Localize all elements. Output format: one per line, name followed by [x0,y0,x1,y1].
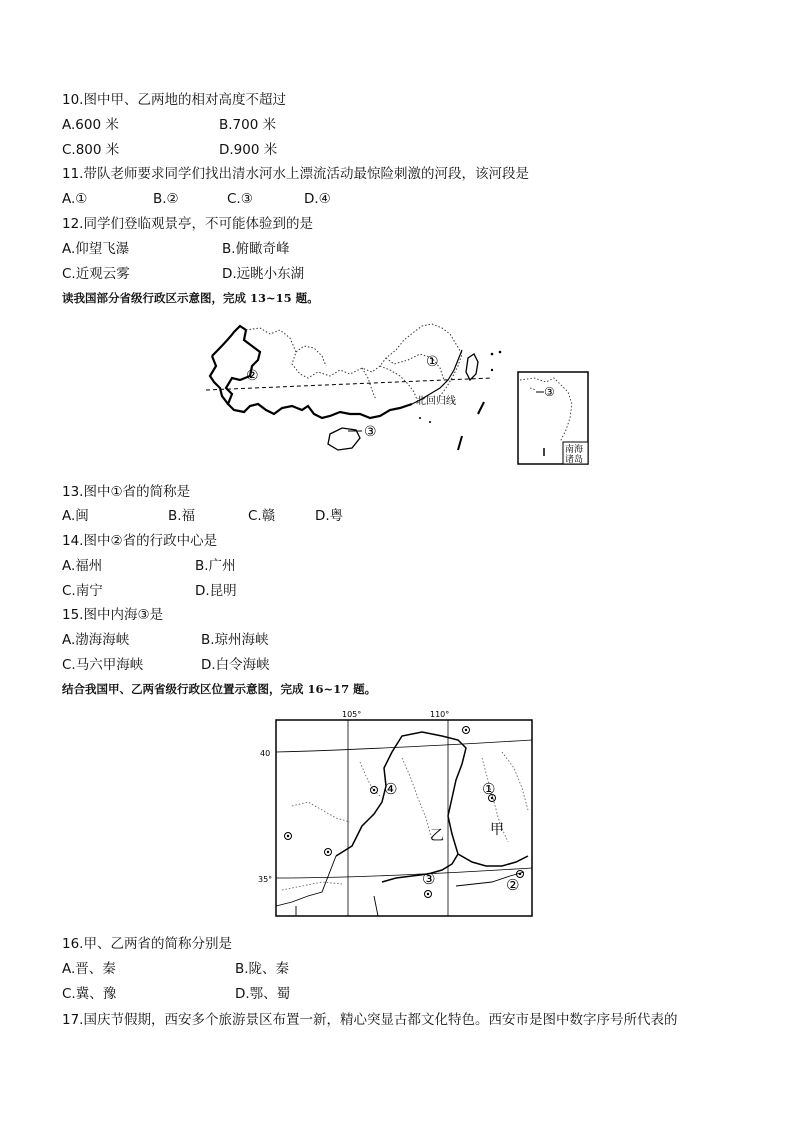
map2-marker-1: ① [482,780,496,798]
map1-inset-label-islands: 诸岛 [565,455,584,465]
q16-option-c: C.冀、豫 [62,986,117,1002]
q13-option-a: A.闽 [62,508,89,524]
q12-option-d: D.远眺小东湖 [222,266,305,282]
instruction-16-17: 结合我国甲、乙两省级行政区位置示意图，完成 16~17 题。 [62,682,377,696]
map1-inset-label-south-sea: 南海 [565,445,584,455]
map1-marker-1: ① [426,354,439,370]
question-13-stem: 13.图中①省的简称是 [62,484,191,500]
q14-option-d: D.昆明 [195,583,237,599]
map1-western-border [210,356,228,404]
instruction-13-15: 读我国部分省级行政区示意图，完成 13~15 题。 [62,291,319,305]
q10-option-a: A.600 米 [62,117,119,133]
q11-option-b: B.② [153,191,179,207]
question-17-stem: 17.国庆节假期，西安多个旅游景区布置一新，精心突显古都文化特色。西安市是图中数字序号所代表的 [62,1012,678,1028]
question-12-stem: 12.同学们登临观景亭，不可能体验到的是 [62,216,313,232]
map2-lon-105: 105° [342,710,362,719]
question-16-stem: 16.甲、乙两省的简称分别是 [62,936,232,952]
map2-marker-3: ③ [422,870,436,888]
map1-marker-2: ② [246,368,259,384]
map-south-china-provinces [200,318,592,468]
q11-option-a: A.① [62,191,88,207]
q11-option-c: C.③ [227,191,253,207]
q16-option-d: D.鄂、蜀 [235,986,291,1002]
q14-option-b: B.广州 [195,558,236,574]
map2-lat-35: 35° [258,875,273,884]
q10-option-c: C.800 米 [62,142,120,158]
map2-frame [276,720,532,916]
q15-option-c: C.马六甲海峡 [62,657,144,673]
q13-option-d: D.粤 [315,508,344,524]
map-jia-yi-provinces [252,706,536,918]
map1-yunnan-border [212,326,412,418]
q11-option-d: D.④ [304,191,331,207]
q12-option-c: C.近观云雾 [62,266,130,282]
map2-lat-40: 40 [260,749,271,758]
q13-option-c: C.赣 [248,508,276,524]
q16-option-a: A.晋、秦 [62,961,116,977]
question-10-stem: 10.图中甲、乙两地的相对高度不超过 [62,92,286,108]
q12-option-a: A.仰望飞瀑 [62,241,130,257]
question-14-stem: 14.图中②省的行政中心是 [62,533,218,549]
question-11-stem: 11.带队老师要求同学们找出清水河水上漂流活动最惊险刺激的河段，该河段是 [62,166,529,182]
map1-tropic-label: 北回归线 [416,396,456,407]
q12-option-b: B.俯瞰奇峰 [222,241,290,257]
q13-option-b: B.福 [168,508,196,524]
map2-label-jia: 甲 [490,822,504,838]
map2-label-yi: 乙 [430,828,444,844]
map1-inset-marker-3: ③ [544,385,555,399]
map1-marker-3: ③ [364,424,377,440]
q14-option-c: C.南宁 [62,583,103,599]
map2-marker-2: ② [506,876,520,894]
q10-option-d: D.900 米 [219,142,278,158]
q16-option-b: B.陇、秦 [235,961,290,977]
map2-marker-4: ④ [384,780,398,798]
q14-option-a: A.福州 [62,558,103,574]
question-15-stem: 15.图中内海③是 [62,607,164,623]
map2-lon-110: 110° [430,710,450,719]
q15-option-a: A.渤海海峡 [62,632,130,648]
q15-option-d: D.白令海峡 [201,657,270,673]
q10-option-b: B.700 米 [219,117,277,133]
q15-option-b: B.琼州海峡 [201,632,269,648]
map1-taiwan [466,354,478,380]
